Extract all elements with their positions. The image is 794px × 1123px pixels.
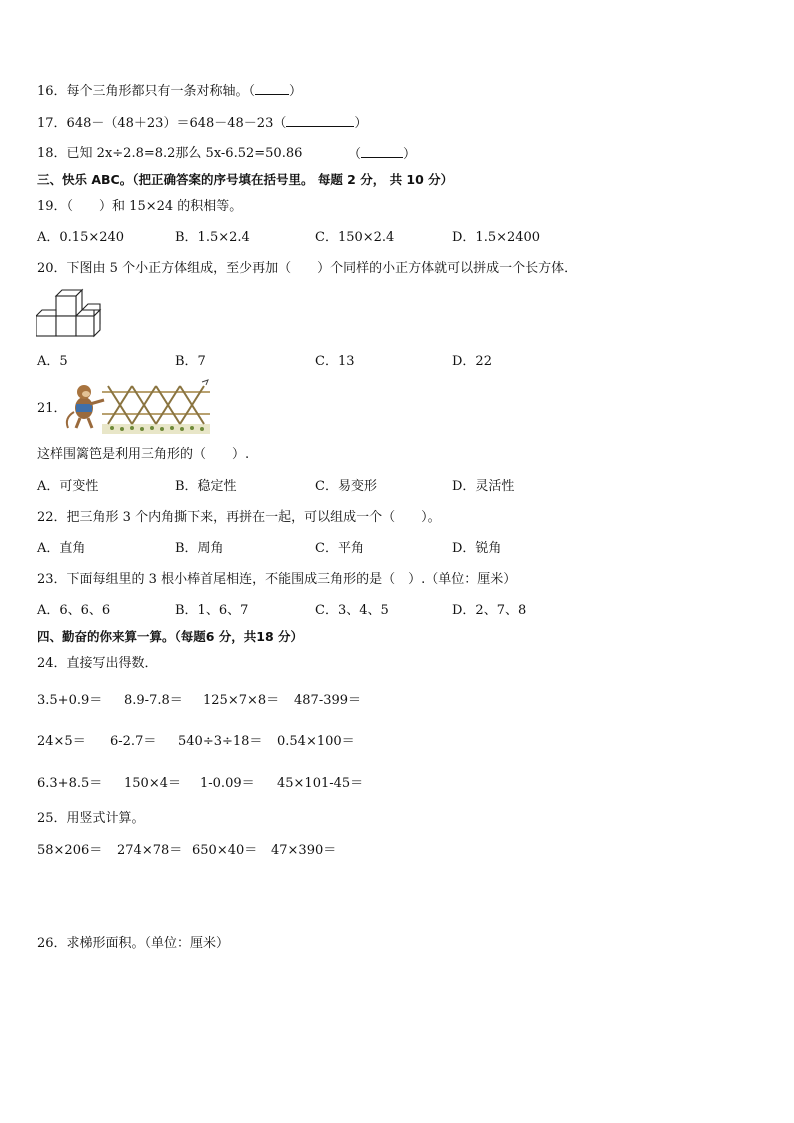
- answer-blank-18[interactable]: [361, 145, 403, 158]
- calc-item: 1-0.09＝: [200, 776, 255, 791]
- calc-item: 150×4＝: [124, 776, 181, 791]
- question-19-text: 19．（ ）和 15×24 的积相等。: [37, 199, 243, 214]
- calc-item: 487-399＝: [294, 693, 362, 708]
- q20-option-a[interactable]: A．5: [37, 354, 68, 369]
- calc-item: 125×7×8＝: [203, 693, 280, 708]
- q19-option-b[interactable]: B．1.5×2.4: [175, 230, 250, 245]
- question-26-text: 26．求梯形面积。（单位：厘米）: [37, 936, 230, 951]
- q22-option-d[interactable]: D．锐角: [452, 541, 502, 556]
- calc-item: 6.3+8.5＝: [37, 776, 103, 791]
- question-23-text: 23．下面每组里的 3 根小棒首尾相连，不能围成三角形的是（ ）.（单位：厘米）: [37, 572, 517, 587]
- answer-blank-17[interactable]: [286, 114, 354, 127]
- question-21-text: 这样围篱笆是利用三角形的（ ）.: [37, 447, 250, 462]
- q21-option-b[interactable]: B．稳定性: [175, 479, 237, 494]
- q22-option-a[interactable]: A．直角: [37, 541, 86, 556]
- q20-option-b[interactable]: B．7: [175, 354, 206, 369]
- calc-item: 24×5＝: [37, 734, 86, 749]
- q21-option-c[interactable]: C．易变形: [315, 479, 377, 494]
- calc-item: 274×78＝: [117, 843, 183, 858]
- calc-item: 8.9-7.8＝: [124, 693, 183, 708]
- fence-illustration: [62, 378, 214, 438]
- q22-option-b[interactable]: B．周角: [175, 541, 224, 556]
- calc-item: 45×101-45＝: [277, 776, 364, 791]
- q22-option-c[interactable]: C．平角: [315, 541, 364, 556]
- calc-item: 0.54×100＝: [277, 734, 355, 749]
- q20-option-c[interactable]: C．13: [315, 354, 355, 369]
- q19-option-d[interactable]: D．1.5×2400: [452, 230, 541, 245]
- question-17: 17．648－（48＋23）＝648－48－23（ ）: [37, 116, 368, 131]
- question-16: 16．每个三角形都只有一条对称轴。（ ）: [37, 84, 303, 99]
- calc-item: 650×40＝: [192, 843, 258, 858]
- calc-item: 47×390＝: [271, 843, 337, 858]
- question-20-text: 20．下图由 5 个小正方体组成，至少再加（ ）个同样的小正方体就可以拼成一个长方体．: [37, 261, 578, 276]
- question-17-text: 17．648－（48＋23）＝648－48－23（: [37, 116, 287, 131]
- question-16-text: 16．每个三角形都只有一条对称轴。（: [37, 84, 256, 99]
- question-24-text: 24．直接写出得数．: [37, 656, 158, 671]
- question-21-number: 21．: [37, 401, 67, 416]
- calc-item: 6-2.7＝: [110, 734, 157, 749]
- q20-option-d[interactable]: D．22: [452, 354, 492, 369]
- q23-option-d[interactable]: D．2、7、8: [452, 603, 527, 618]
- question-18: [37, 145, 302, 163]
- answer-blank-16[interactable]: [255, 82, 289, 95]
- q23-option-a[interactable]: A．6、6、6: [37, 603, 111, 618]
- question-22-text: 22．把三角形 3 个内角撕下来，再拼在一起，可以组成一个（ ）。: [37, 510, 441, 525]
- q19-option-c[interactable]: C．150×2.4: [315, 230, 395, 245]
- question-18-answer: （ ）: [348, 147, 417, 162]
- q23-option-b[interactable]: B．1、6、7: [175, 603, 249, 618]
- question-18-text: 18．已知 2x÷2.8=8.2那么 5x-6.52=50.86: [37, 146, 303, 161]
- question-25-text: 25．用竖式计算。: [37, 811, 145, 826]
- calc-item: 540÷3÷18＝: [178, 734, 263, 749]
- cubes-figure: [36, 288, 102, 342]
- calc-item: 58×206＝: [37, 843, 103, 858]
- calc-item: 3.5+0.9＝: [37, 693, 103, 708]
- section-3-heading: 三、快乐 ABC。（把正确答案的序号填在括号里。 每题 2 分， 共 10 分）: [37, 172, 454, 187]
- section-4-heading: 四、勤奋的你来算一算。（每题6 分，共18 分）: [37, 629, 304, 644]
- q21-option-d[interactable]: D．灵活性: [452, 479, 515, 494]
- q23-option-c[interactable]: C．3、4、5: [315, 603, 389, 618]
- q21-option-a[interactable]: A．可变性: [37, 479, 99, 494]
- q19-option-a[interactable]: A．0.15×240: [37, 230, 125, 245]
